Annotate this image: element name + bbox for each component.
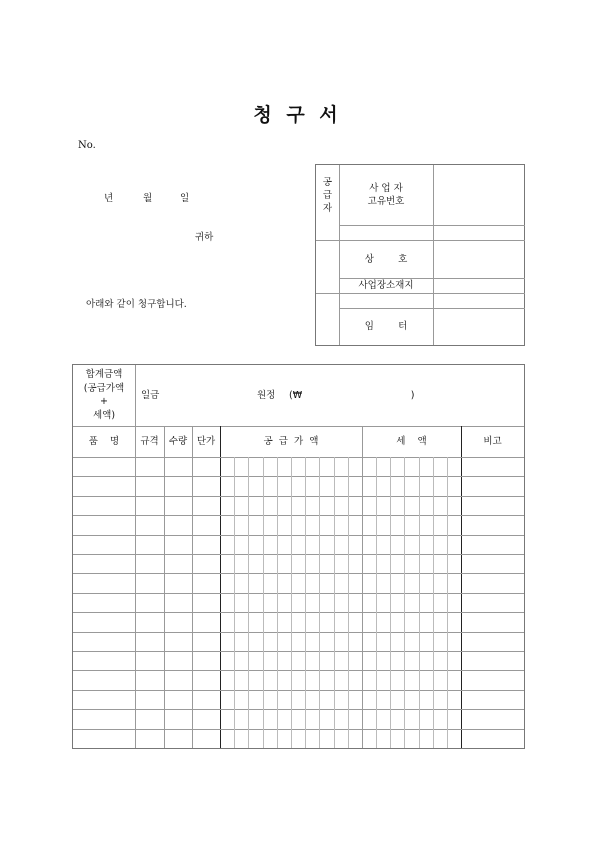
business-address-label: 사업장소재지 — [358, 280, 414, 291]
table-row — [73, 535, 524, 536]
supply-digit-divider — [248, 457, 249, 748]
header-supply-amount: 공 급 가 액 — [263, 436, 319, 447]
total-prefix: 일금 — [141, 390, 160, 401]
supply-digit-divider — [348, 457, 349, 748]
seal-label: 임 터 — [364, 321, 408, 332]
date-day-label: 일 — [180, 193, 190, 204]
recipient-suffix: 귀하 — [195, 232, 214, 243]
table-row — [73, 729, 524, 730]
table-row — [73, 690, 524, 691]
header-remarks: 비고 — [483, 436, 502, 447]
supplier-side-label: 공 급 자 — [322, 177, 333, 214]
table-row — [73, 515, 524, 516]
table-row — [73, 651, 524, 652]
company-name-label: 상 호 — [364, 254, 408, 265]
page-title: 청 구 서 — [253, 104, 342, 126]
total-amount-label: 합계금액 (공급가액 + 세액) — [83, 369, 125, 421]
header-item: 품 명 — [88, 436, 120, 447]
table-row — [73, 709, 524, 710]
total-paren: (₩ ) — [289, 390, 415, 401]
table-row — [73, 612, 524, 613]
supply-digit-divider — [334, 457, 335, 748]
document-number-label: No. — [78, 140, 96, 151]
table-row — [73, 554, 524, 555]
invoice-table — [72, 364, 525, 749]
supply-digit-divider — [263, 457, 264, 748]
header-qty: 수량 — [168, 436, 188, 447]
total-won-label: 원정 — [257, 390, 276, 401]
intro-text: 아래와 같이 청구합니다. — [86, 299, 187, 310]
business-reg-no-label: 사 업 자 고유번호 — [367, 183, 405, 207]
supplier-box — [315, 164, 525, 346]
table-row — [73, 593, 524, 594]
table-row — [73, 573, 524, 574]
supply-digit-divider — [305, 457, 306, 748]
tax-digit-divider — [433, 457, 434, 748]
tax-digit-divider — [447, 457, 448, 748]
supply-digit-divider — [319, 457, 320, 748]
table-row — [73, 632, 524, 633]
tax-digit-divider — [376, 457, 377, 748]
header-bottom-rule — [73, 457, 524, 458]
table-row — [73, 476, 524, 477]
table-row — [73, 496, 524, 497]
date-month-label: 월 — [143, 193, 153, 204]
header-unit-price: 단가 — [196, 436, 216, 447]
date-year-label: 년 — [104, 193, 114, 204]
supply-digit-divider — [291, 457, 292, 748]
header-spec: 규격 — [140, 436, 159, 447]
supply-digit-divider — [277, 457, 278, 748]
header-tax: 세 액 — [396, 436, 427, 447]
tax-digit-divider — [390, 457, 391, 748]
tax-digit-divider — [419, 457, 420, 748]
supply-digit-divider — [234, 457, 235, 748]
tax-digit-divider — [404, 457, 405, 748]
table-row — [73, 670, 524, 671]
